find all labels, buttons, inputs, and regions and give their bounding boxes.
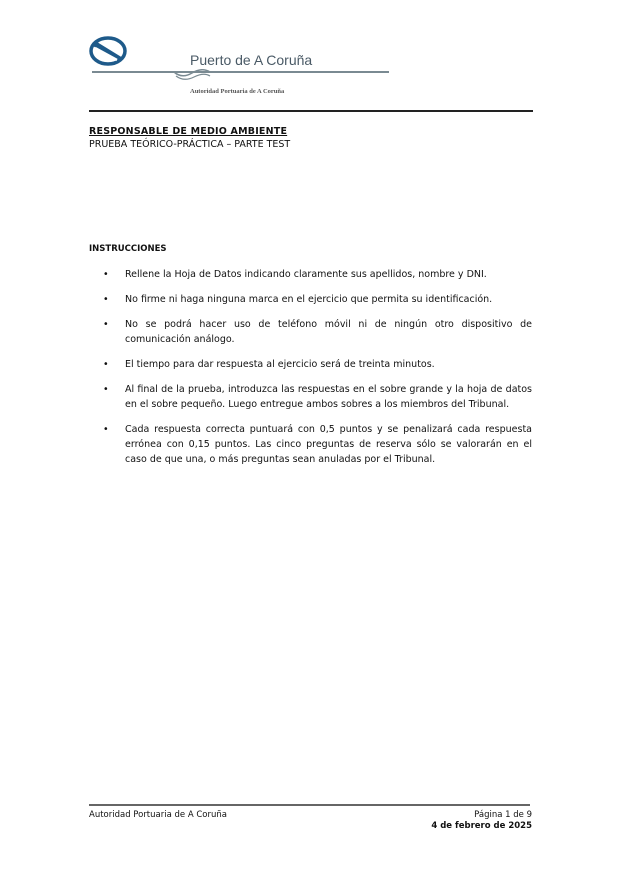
list-item (89, 422, 532, 467)
wave-decoration-icon (172, 69, 212, 81)
bullet-icon: • (103, 424, 109, 435)
list-item (89, 292, 532, 307)
header-subtitle: Autoridad Portuaria de A Coruña (190, 88, 285, 95)
header-divider (92, 71, 389, 73)
footer-organization: Autoridad Portuaria de A Coruña (89, 810, 227, 820)
bullet-icon: • (103, 294, 109, 305)
bullet-icon: • (103, 319, 109, 330)
instruction-text: No se podrá hacer uso de teléfono móvil ni de ningún otro dispositivo de comunicación análogo. (125, 319, 532, 345)
list-item (89, 267, 532, 282)
document-title: RESPONSABLE DE MEDIO AMBIENTE (89, 126, 288, 137)
instructions-heading: INSTRUCCIONES (89, 244, 167, 254)
bullet-icon: • (103, 269, 109, 280)
bullet-icon: • (103, 384, 109, 395)
instructions-list (89, 267, 532, 477)
instruction-text: No firme ni haga ninguna marca en el ejercicio que permita su identificación. (125, 294, 493, 305)
list-item (89, 382, 532, 412)
header-title: Puerto de A Coruña (190, 52, 313, 68)
list-item (89, 317, 532, 347)
instruction-text: Rellene la Hoja de Datos indicando claramente sus apellidos, nombre y DNI. (125, 269, 487, 280)
footer-divider (89, 804, 530, 806)
instruction-text: Cada respuesta correcta puntuará con 0,5 puntos y se penalizará cada respuesta errónea con 0,15 puntos. Las cinco preguntas de reserva sólo se valorarán en el caso de que una, o más preguntas sean anuladas por el Tribunal. (125, 424, 532, 465)
bullet-icon: • (103, 359, 109, 370)
port-logo-icon (89, 36, 127, 66)
document-subtitle: PRUEBA TEÓRICO-PRÁCTICA – PARTE TEST (89, 139, 291, 150)
footer-date: 4 de febrero de 2025 (431, 821, 532, 831)
list-item (89, 357, 532, 372)
instruction-text: El tiempo para dar respuesta al ejercicio será de treinta minutos. (125, 359, 435, 370)
header-bottom-rule (89, 110, 533, 112)
page-number: Página 1 de 9 (474, 810, 532, 820)
instruction-text: Al final de la prueba, introduzca las respuestas en el sobre grande y la hoja de datos en el sobre pequeño. Luego entregue ambos sobres a los miembros del Tribunal. (125, 384, 532, 410)
